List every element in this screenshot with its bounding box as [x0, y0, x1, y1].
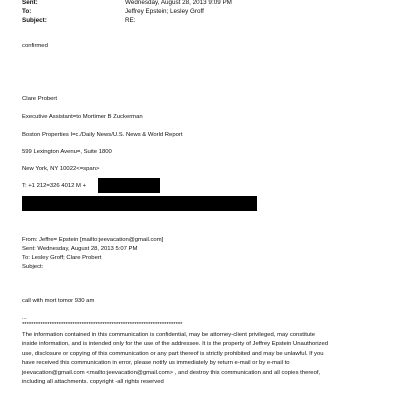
- sent-label: Sent:: [22, 0, 38, 6]
- subject-label: Subject:: [22, 17, 47, 24]
- signature-address-line2: New York, NY 10022<=span>: [22, 166, 100, 172]
- redaction-bar-contact: [22, 196, 257, 211]
- subject-value: RE:: [125, 17, 136, 24]
- quoted-message: call with mort tomor 930 am: [22, 298, 95, 304]
- quoted-to: To: Lesley Groff; Clare Probert: [22, 255, 102, 261]
- quoted-sent: Sent: Wednesday, August 28, 2013 5:07 PM: [22, 246, 138, 252]
- signature-company: Boston Properties I=c./Daily News/U.S. News & World Report: [22, 132, 183, 138]
- quoted-subject: Subject:: [22, 264, 44, 270]
- confidentiality-disclaimer: The information contained in this communication is confidential, may be attorney-client privileged, may constitute inside information, and is intended only for the use of the addressee. It is the property of Jeffrey Epstein Unauthorized use, disclosure or copying of this communication or any part thereof is strictly prohibited and may be unlawful. If you have received this communication in error, please notify us immediately by return e-mail or by e-mail to jeevacation@gmail.com <mailto:jeevacation@gmail.com> , and destroy this communication and all copies thereof, including all attachments. copyright -all rights reserved: [22, 332, 329, 386]
- quoted-from: From: Jeffre= Epstein [mailto:jeevacation@gmail.com]: [22, 237, 164, 243]
- redaction-bar-mobile: [98, 178, 160, 193]
- to-value: Jeffrey Epstein; Lesley Groff: [125, 8, 204, 15]
- signature-title: Executive Assistant=to Mortimer B Zuckerman: [22, 114, 143, 120]
- disclaimer-separator: **********************************************************************: [22, 322, 183, 328]
- to-label: To:: [22, 8, 32, 15]
- sent-value: Wednesday, August 28, 2013 9:09 PM: [125, 0, 232, 6]
- signature-name: Clare Probert: [22, 96, 58, 102]
- quoted-ellipsis: ...: [22, 315, 27, 321]
- reply-text: confirmed: [22, 43, 48, 49]
- signature-phone: T: +1 212=326 4012 M +: [22, 183, 87, 189]
- signature-address-line1: 599 Lexington Avenu=, Suite 1800: [22, 149, 112, 155]
